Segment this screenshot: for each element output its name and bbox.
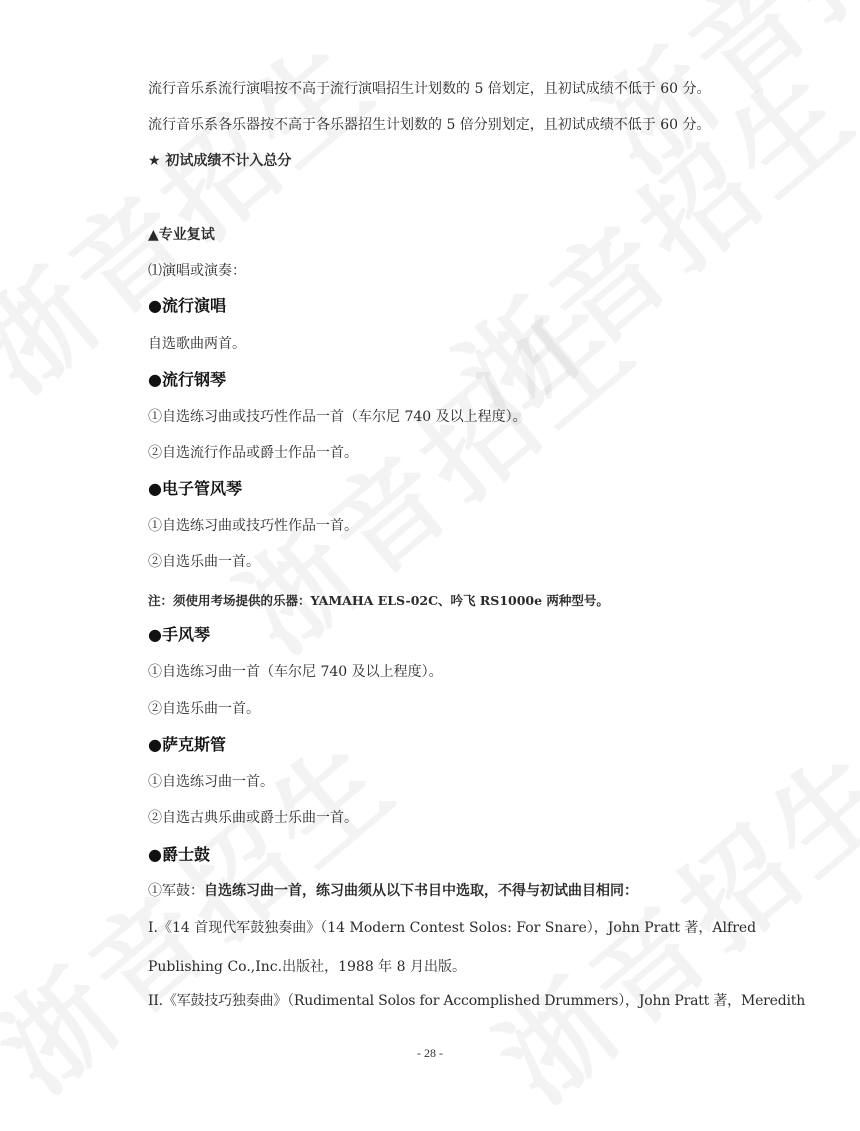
item-snare-requirement (148, 882, 638, 900)
watermark (200, 257, 663, 681)
item-requirement: 自选练习曲一首，练习曲须从以下书目中选取，不得与初试曲目相同： (204, 883, 638, 899)
item-text: ②自选古典乐曲或爵士乐曲一首。 (148, 810, 358, 826)
subsection-perform: ⑴演唱或演奏： (148, 263, 246, 279)
heading-electronic-organ: ●电子管风琴 (148, 479, 242, 498)
watermark (0, 0, 403, 421)
note-instrument-models: 注：须使用考场提供的乐器：YAMAHA ELS-02C、吟飞 RS1000e 两种型号。 (148, 593, 609, 608)
item-text: ①自选练习曲或技巧性作品一首（车尔尼 740 及以上程度）。 (148, 409, 527, 425)
section-heading-retest: ▲专业复试 (148, 227, 215, 243)
rule-pop-instrument: 流行音乐系各乐器按不高于各乐器招生计划数的 5 倍分别划定，且初试成绩不低于 60 分。 (148, 117, 711, 133)
item-text: ①自选练习曲一首。 (148, 774, 274, 790)
bibliography-entry: II.《军鼓技巧独奏曲》（Rudimental Solos for Accomplished Drummers），John Pratt 著，Meredith (148, 993, 806, 1009)
item-text: ①自选练习曲一首（车尔尼 740 及以上程度）。 (148, 664, 443, 680)
item-text: 自选歌曲两首。 (148, 336, 246, 352)
heading-accordion: ●手风琴 (148, 625, 210, 644)
item-text: ①自选练习曲或技巧性作品一首。 (148, 518, 358, 534)
bibliography-entry-cont: Publishing Co.,Inc.出版社，1988 年 8 月出版。 (148, 959, 466, 975)
item-label: ①军鼓： (148, 883, 204, 899)
item-text: ②自选乐曲一首。 (148, 554, 260, 570)
heading-drum-kit: ●爵士鼓 (148, 845, 210, 864)
item-text: ②自选流行作品或爵士作品一首。 (148, 445, 358, 461)
item-text: ②自选乐曲一首。 (148, 701, 260, 717)
note-initial-score: ★ 初试成绩不计入总分 (148, 153, 292, 169)
heading-saxophone: ●萨克斯管 (148, 735, 226, 754)
watermark (560, 0, 860, 201)
heading-pop-vocal: ●流行演唱 (148, 296, 226, 315)
rule-pop-vocal: 流行音乐系流行演唱按不高于流行演唱招生计划数的 5 倍划定，且初试成绩不低于 60 分。 (148, 81, 711, 97)
bibliography-entry: I.《14 首现代军鼓独奏曲》（14 Modern Contest Solos: For Snare），John Pratt 著，Alfred (148, 920, 757, 936)
page-number: - 28 - (417, 1046, 443, 1060)
heading-pop-piano: ●流行钢琴 (148, 370, 226, 389)
